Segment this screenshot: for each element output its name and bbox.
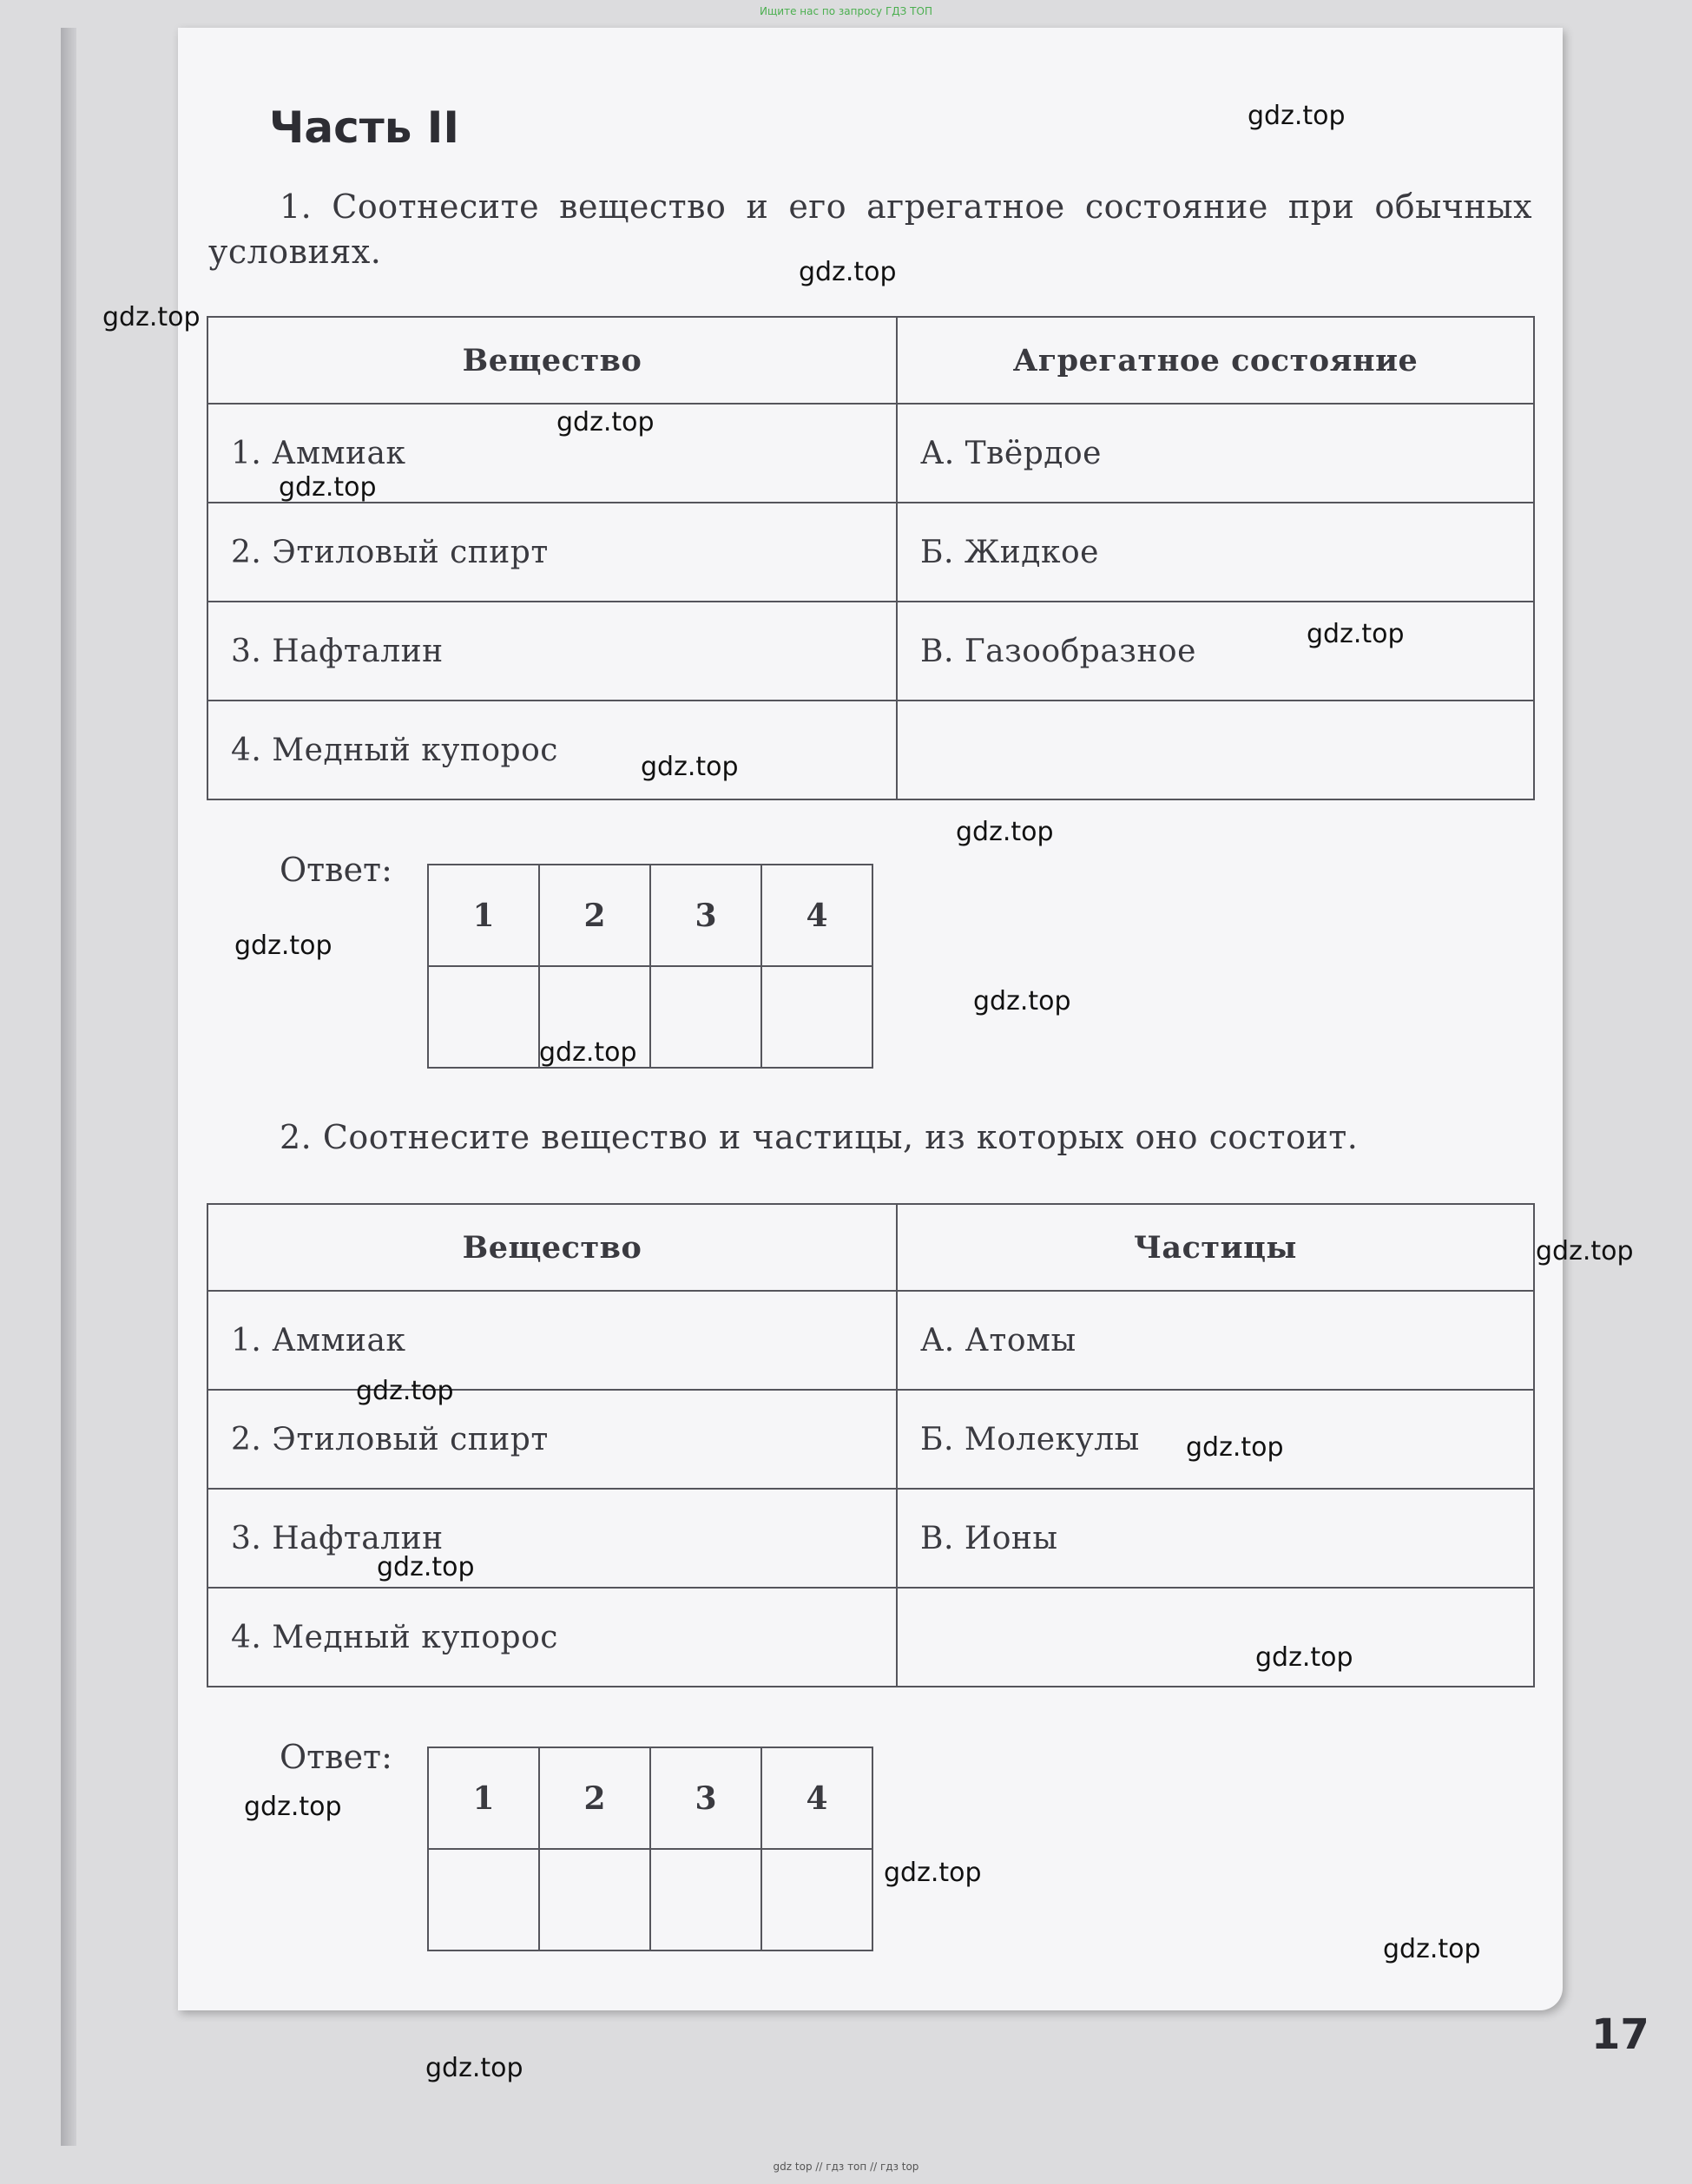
watermark: gdz.top [799,257,897,287]
answer-number: 3 [650,865,761,966]
table-row [207,404,1534,503]
answer-number: 2 [539,1747,650,1849]
task1-answer-grid [427,864,873,1069]
watermark: gdz.top [641,752,739,782]
answer-cell[interactable] [428,1849,539,1950]
substance-cell: 4. Медный купорос [207,701,897,799]
book-spine [61,28,76,2146]
task2-header-substance: Вещество [207,1204,897,1291]
substance-cell: 2. Этиловый спирт [207,503,897,602]
answer-number: 2 [539,865,650,966]
particle-cell [897,1588,1534,1687]
table-row [207,602,1534,701]
substance-cell: 2. Этиловый спирт [207,1390,897,1489]
watermark: gdz.top [884,1858,982,1888]
task1-text: 1. Соотнесите вещество и его агрегатное состояние при обычных условиях. [208,187,1532,271]
state-cell: А. Твёрдое [897,404,1534,503]
answer-cell[interactable] [761,966,872,1068]
answer-number: 1 [428,865,539,966]
table-row [207,701,1534,799]
watermark: gdz.top [1186,1432,1284,1463]
state-cell: В. Газообразное [897,602,1534,701]
top-banner[interactable]: Ищите нас по запросу ГДЗ ТОП [760,5,932,17]
watermark: gdz.top [1307,619,1405,649]
watermark: gdz.top [1255,1642,1353,1673]
substance-cell: 3. Нафталин [207,1489,897,1588]
substance-cell: 1. Аммиак [207,1291,897,1390]
task2-answer-grid [427,1747,873,1951]
answer-number: 4 [761,1747,872,1849]
watermark: gdz.top [377,1552,475,1582]
particle-cell: А. Атомы [897,1291,1534,1390]
answer-cell[interactable] [650,1849,761,1950]
watermark: gdz.top [539,1037,637,1068]
watermark: gdz.top [102,302,201,332]
task1-table [207,316,1535,800]
substance-cell: 4. Медный купорос [207,1588,897,1687]
watermark: gdz.top [244,1792,342,1822]
watermark: gdz.top [973,986,1071,1016]
table-row [207,503,1534,602]
task1-header-state: Агрегатное состояние [897,317,1534,404]
watermark: gdz.top [956,817,1054,847]
task1-header-substance: Вещество [207,317,897,404]
answer-number: 4 [761,865,872,966]
answer-cell[interactable] [650,966,761,1068]
answer-cell[interactable] [428,966,539,1068]
part-title: Часть II [269,102,459,153]
watermark: gdz.top [1383,1934,1481,1964]
substance-cell: 1. Аммиак [207,404,897,503]
particle-cell: Б. Молекулы [897,1390,1534,1489]
watermark: gdz.top [556,407,655,437]
task1-answer-label: Ответ: [280,851,392,889]
answer-cell[interactable] [539,1849,650,1950]
answer-number: 1 [428,1747,539,1849]
substance-cell: 3. Нафталин [207,602,897,701]
watermark: gdz.top [1248,101,1346,131]
watermark: gdz.top [425,2053,523,2083]
state-cell [897,701,1534,799]
task2-table [207,1203,1535,1687]
task2-header-particles: Частицы [897,1204,1534,1291]
task2-text: 2. Соотнесите вещество и частицы, из которых оно состоит. [280,1118,1359,1156]
answer-number: 3 [650,1747,761,1849]
page-number: 17 [1591,2010,1649,2059]
particle-cell: В. Ионы [897,1489,1534,1588]
table-row [207,1291,1534,1390]
watermark: gdz.top [234,931,332,961]
state-cell: Б. Жидкое [897,503,1534,602]
watermark: gdz.top [356,1376,454,1406]
bottom-banner[interactable]: gdz top // гдз топ // гдз top [773,2161,919,2173]
task2-answer-label: Ответ: [280,1738,392,1776]
answer-cell[interactable] [761,1849,872,1950]
watermark: gdz.top [1536,1236,1634,1266]
watermark: gdz.top [279,472,377,503]
